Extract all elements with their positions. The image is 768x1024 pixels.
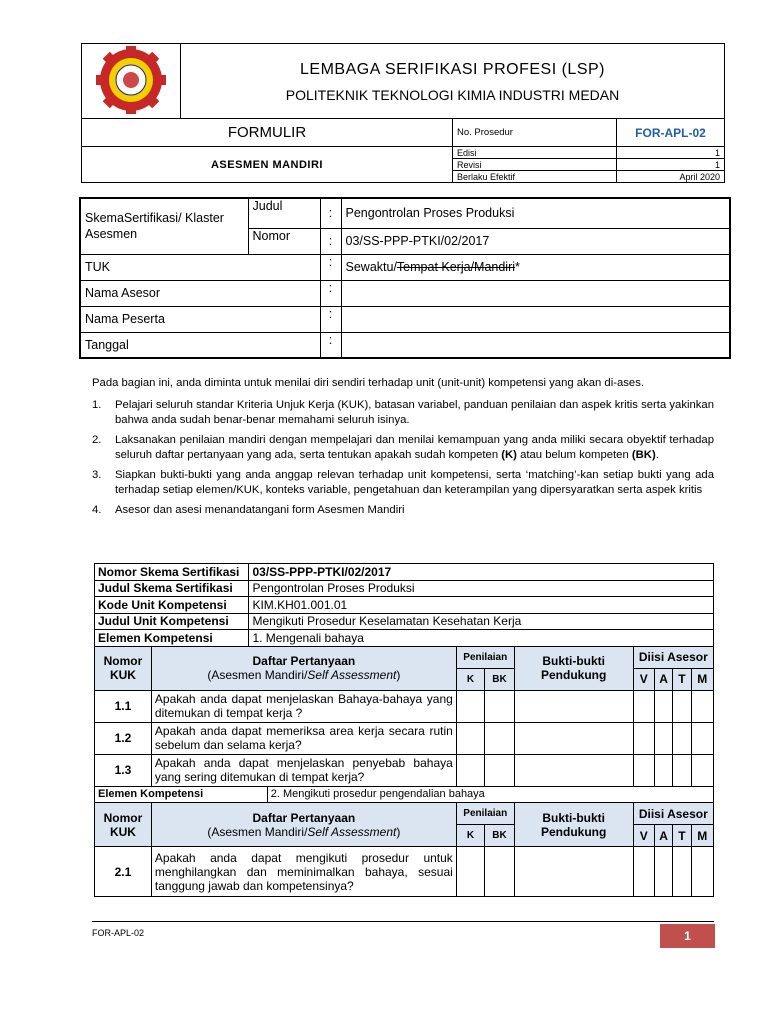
- col-v: V: [633, 825, 654, 847]
- unit-row-value: Mengikuti Prosedur Keselamatan Kesehatan Kerja: [249, 613, 714, 630]
- form-info-table: [81, 118, 725, 183]
- col-m: M: [691, 668, 713, 690]
- participant-label: Nama Peserta: [80, 306, 320, 332]
- col-nomor-kuk: Nomor KUK: [95, 646, 152, 690]
- title-label: Judul: [248, 198, 320, 228]
- checkbox-k[interactable]: [456, 722, 484, 754]
- question-text: Apakah anda dapat menjelaskan penyebab bahaya yang sering ditemukan di tempat kerja?: [151, 754, 456, 786]
- evidence-field[interactable]: [514, 847, 633, 897]
- institution-cell: [181, 44, 725, 119]
- checkbox-m[interactable]: [691, 690, 713, 722]
- col-m: M: [691, 825, 713, 847]
- col-v: V: [633, 668, 654, 690]
- col-a: A: [654, 668, 672, 690]
- table-row: [95, 690, 714, 722]
- col-a: A: [654, 825, 672, 847]
- col-t: T: [673, 825, 691, 847]
- checkbox-m[interactable]: [691, 722, 713, 754]
- footer-divider: [92, 921, 714, 922]
- evidence-field[interactable]: [514, 754, 633, 786]
- form-label: FORMULIR: [82, 119, 453, 147]
- procedure-label: No. Prosedur: [453, 119, 617, 147]
- checkbox-m[interactable]: [691, 754, 713, 786]
- unit-row-label: Kode Unit Kompetensi: [95, 597, 249, 614]
- table-row: [95, 847, 714, 897]
- col-penilaian: Penilaian: [456, 646, 514, 668]
- checkbox-t[interactable]: [673, 722, 691, 754]
- element-label: Elemen Kompetensi: [95, 786, 268, 803]
- kuk-number: 1.1: [95, 690, 152, 722]
- instructions-intro: Pada bagian ini, anda diminta untuk menilai diri sendiri terhadap unit (unit-unit) kompetensi yang akan di-ases.: [92, 377, 644, 389]
- checkbox-k[interactable]: [456, 690, 484, 722]
- effective-value: April 2020: [617, 171, 725, 183]
- checkbox-bk[interactable]: [485, 847, 514, 897]
- checkbox-a[interactable]: [654, 722, 672, 754]
- col-bk: BK: [485, 825, 514, 847]
- col-daftar-pertanyaan: Daftar Pertanyaan (Asesmen Mandiri/Self Assessment): [151, 803, 456, 847]
- unit-row-label: Nomor Skema Sertifikasi: [95, 564, 249, 581]
- checkbox-k[interactable]: [456, 754, 484, 786]
- scheme-number-value: 03/SS-PPP-PTKI/02/2017: [341, 228, 730, 254]
- revision-label: Revisi: [453, 159, 617, 171]
- checkbox-v[interactable]: [633, 722, 654, 754]
- assessor-field[interactable]: [341, 280, 730, 306]
- col-bk: BK: [485, 668, 514, 690]
- unit-row-value: KIM.KH01.001.01: [249, 597, 714, 614]
- colon: :: [320, 228, 341, 254]
- instruction-item: 2. Laksanakan penilaian mandiri dengan mempelajari dan menilai kemampuan yang anda miliki secara obyektif terhadap seluruh daftar pertanyaan yang ada, serta tentukan apakah sudah kompeten (K) atau belum kompeten (BK).: [92, 434, 714, 461]
- page-number: 1: [660, 924, 715, 948]
- tuk-struck: Tempat Kerja/Mandiri: [396, 260, 516, 274]
- date-label: Tanggal: [80, 332, 320, 358]
- colon: :: [320, 280, 341, 306]
- instruction-item: 3. Siapkan bukti-bukti yang anda anggap relevan terhadap unit kompetensi, serta ‘matching’-kan setiap bukti yang ada terhadap setiap elemen/KUK, konteks variable, pengetahuan dan keterampilan yang dipersyaratkan serta aspek kritis: [92, 469, 714, 496]
- checkbox-t[interactable]: [673, 754, 691, 786]
- element-value: 1. Mengenali bahaya: [249, 630, 714, 647]
- procedure-value: FOR-APL-02: [617, 119, 725, 147]
- effective-label: Berlaku Efektif: [453, 171, 617, 183]
- participant-field[interactable]: [341, 306, 730, 332]
- question-text: Apakah anda dapat menjelaskan Bahaya-bahaya yang ditemukan di tempat kerja ?: [151, 690, 456, 722]
- instructions: [92, 376, 714, 523]
- unit-table: [94, 563, 714, 897]
- kuk-number: 2.1: [95, 847, 152, 897]
- table-row: [95, 722, 714, 754]
- edition-value: 1: [617, 147, 725, 159]
- col-t: T: [673, 668, 691, 690]
- checkbox-a[interactable]: [654, 690, 672, 722]
- unit-row-label: Judul Skema Sertifikasi: [95, 580, 249, 597]
- form-name: ASESMEN MANDIRI: [82, 147, 453, 183]
- tuk-suffix: *: [515, 260, 520, 274]
- tuk-prefix: Sewaktu/: [345, 260, 397, 274]
- instructions-list: [92, 398, 714, 518]
- checkbox-m[interactable]: [691, 847, 713, 897]
- footer-code: FOR-APL-02: [92, 928, 145, 938]
- col-diisi-asesor: Diisi Asesor: [633, 803, 713, 825]
- kuk-number: 1.2: [95, 722, 152, 754]
- table-row: [95, 754, 714, 786]
- checkbox-a[interactable]: [654, 754, 672, 786]
- col-diisi-asesor: Diisi Asesor: [633, 646, 713, 668]
- lsp-title: LEMBAGA SERIFIKASI PROFESI (LSP): [300, 61, 605, 78]
- col-bukti: Bukti-bukti Pendukung: [514, 803, 633, 847]
- checkbox-t[interactable]: [673, 847, 691, 897]
- identity-table: [79, 197, 731, 359]
- checkbox-v[interactable]: [633, 847, 654, 897]
- revision-value: 1: [617, 159, 725, 171]
- col-nomor-kuk: Nomor KUK: [95, 803, 152, 847]
- number-label: Nomor: [248, 228, 320, 254]
- assessor-label: Nama Asesor: [80, 280, 320, 306]
- checkbox-bk[interactable]: [485, 754, 514, 786]
- colon: :: [320, 198, 341, 228]
- col-penilaian: Penilaian: [456, 803, 514, 825]
- institution-name: POLITEKNIK TEKNOLOGI KIMIA INDUSTRI MEDAN: [285, 87, 620, 103]
- edition-label: Edisi: [453, 147, 617, 159]
- evidence-field[interactable]: [514, 690, 633, 722]
- tuk-value: [341, 254, 730, 280]
- evidence-field[interactable]: [514, 722, 633, 754]
- checkbox-v[interactable]: [633, 690, 654, 722]
- colon: :: [320, 306, 341, 332]
- checkbox-bk[interactable]: [485, 690, 514, 722]
- header-table: [81, 43, 725, 119]
- element-label: Elemen Kompetensi: [95, 630, 249, 647]
- logo-cell: [82, 44, 181, 119]
- checkbox-a[interactable]: [654, 847, 672, 897]
- colon: :: [320, 254, 341, 280]
- checkbox-t[interactable]: [673, 690, 691, 722]
- col-k: K: [456, 825, 484, 847]
- date-field[interactable]: [341, 332, 730, 358]
- instruction-item: 4. Asesor dan asesi menandatangani form Asesmen Mandiri: [92, 504, 405, 516]
- checkbox-v[interactable]: [633, 754, 654, 786]
- col-k: K: [456, 668, 484, 690]
- element-value: 2. Mengikuti prosedur pengendalian bahaya: [267, 786, 713, 803]
- col-bukti: Bukti-bukti Pendukung: [514, 646, 633, 690]
- colon: :: [320, 332, 341, 358]
- tuk-label: TUK: [80, 254, 320, 280]
- scheme-label: SkemaSertifikasi/ Klaster Asesmen: [80, 198, 248, 254]
- question-text: Apakah anda dapat mengikuti prosedur untuk menghilangkan dan meminimalkan bahaya, sesuai tanggung jawab dan kompetensinya?: [151, 847, 456, 897]
- kuk-number: 1.3: [95, 754, 152, 786]
- unit-row-value: 03/SS-PPP-PTKI/02/2017: [249, 564, 714, 581]
- unit-row-label: Judul Unit Kompetensi: [95, 613, 249, 630]
- instruction-item: 1. Pelajari seluruh standar Kriteria Unjuk Kerja (KUK), batasan variabel, panduan penilaian dan aspek kritis serta yakinkan bahwa anda sudah benar-benar memahami seluruh isinya.: [92, 399, 714, 426]
- col-daftar-pertanyaan: Daftar Pertanyaan (Asesmen Mandiri/Self Assessment): [151, 646, 456, 690]
- checkbox-k[interactable]: [456, 847, 484, 897]
- lsp-logo-icon: [91, 46, 171, 114]
- unit-row-value: Pengontrolan Proses Produksi: [249, 580, 714, 597]
- scheme-title-value: Pengontrolan Proses Produksi: [341, 198, 730, 228]
- checkbox-bk[interactable]: [485, 722, 514, 754]
- question-text: Apakah anda dapat memeriksa area kerja secara rutin sebelum dan selama kerja?: [151, 722, 456, 754]
